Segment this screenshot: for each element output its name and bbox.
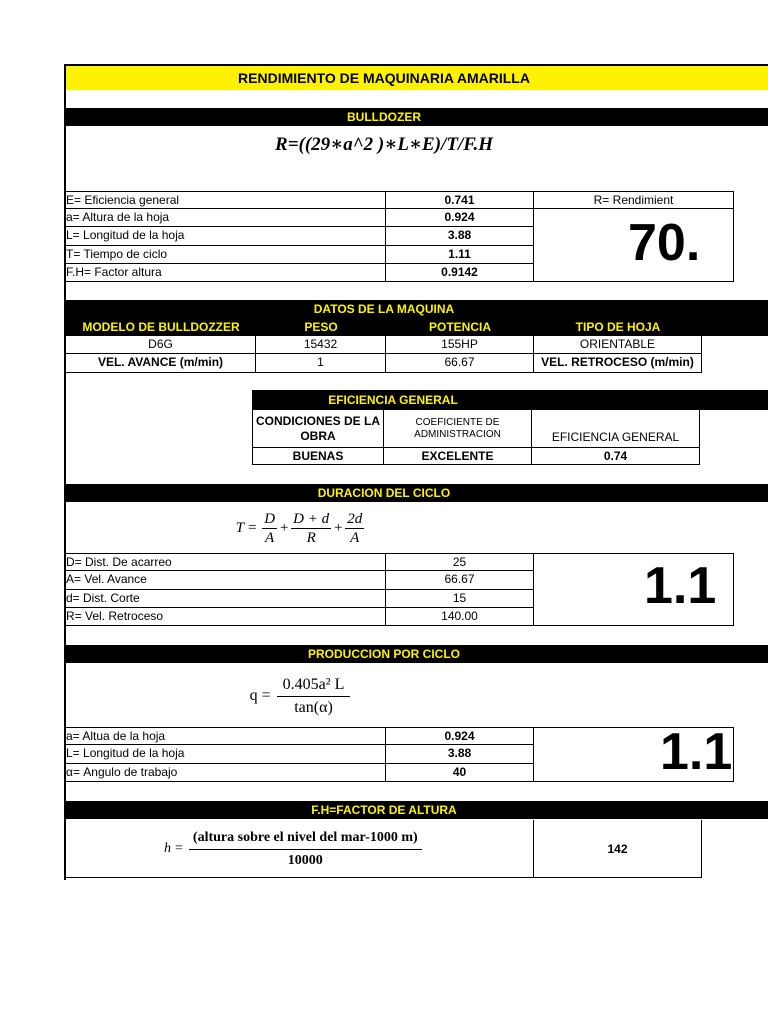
vel-avance-label: VEL. AVANCE (m/min) [66, 354, 256, 373]
title-bar [66, 66, 768, 90]
col-potencia: POTENCIA [428, 320, 491, 334]
param-label: T= Tiempo de ciclo [66, 246, 386, 264]
formula-lhs: T [235, 519, 245, 536]
frac-denominator: A [265, 529, 275, 546]
formula-lhs: h [164, 841, 171, 856]
eficiencia-header [252, 390, 768, 410]
spreadsheet [64, 64, 768, 880]
ciclo-result-value: 1.1 [644, 557, 717, 615]
param-value: 1.11 [386, 246, 534, 264]
frac-numerator: D + d [293, 510, 330, 527]
datos-header [66, 300, 768, 318]
param-label: R= Vel. Retroceso [66, 608, 386, 626]
bulldozer-header [66, 108, 768, 126]
param-value: 0.924 [386, 209, 534, 227]
param-value: 140.00 [386, 608, 534, 626]
param-label: F.H= Factor altura [66, 264, 386, 282]
vel-retroceso-label: VEL. RETROCESO (m/min) [534, 354, 702, 373]
frac-numerator: (altura sobre el nivel del mar-1000 m) [189, 827, 422, 850]
frac-numerator: D [264, 510, 276, 527]
ciclo-header [66, 484, 768, 502]
param-label: α= Angulo de trabajo [66, 764, 386, 782]
eficiencia-header-label: EFICIENCIA GENERAL [328, 393, 458, 407]
param-value: 66.67 [386, 571, 534, 590]
param-label: L= Longitud de la hoja [66, 745, 386, 764]
param-value: 25 [386, 553, 534, 571]
bulldozer-header-label: BULLDOZER [347, 110, 421, 124]
factor-formula: h = $\frac{\text{(altura sobre el nivel del mar-1000 m)}}{10000}$ [66, 820, 534, 878]
ciclo-result-cell [534, 553, 734, 626]
param-label: E= Eficiencia general [66, 191, 386, 209]
eficiencia-value: 0.74 [532, 448, 700, 465]
result-cell [534, 209, 734, 282]
frac-numerator: 0.405a² L [277, 674, 351, 697]
vel-avance-value: 1 [256, 354, 386, 373]
vel-value: 66.67 [386, 354, 534, 373]
frac-denominator: R [306, 529, 316, 546]
peso-value: 15432 [256, 336, 386, 354]
frac-denominator: A [350, 529, 360, 546]
col-eficiencia: EFICIENCIA GENERAL [532, 410, 700, 448]
produccion-result-cell [534, 723, 734, 782]
factor-header-label: F.H=FACTOR DE ALTURA [311, 803, 457, 817]
col-tipo-hoja: TIPO DE HOJA [575, 320, 661, 334]
col-condiciones: CONDICIONES DE LA OBRA [252, 410, 384, 448]
produccion-header-label: PRODUCCION POR CICLO [307, 647, 460, 661]
ciclo-header-label: DURACION DEL CICLO [317, 486, 451, 500]
param-value: 0.741 [386, 191, 534, 209]
factor-value: 142 [534, 820, 702, 878]
param-value: 3.88 [386, 745, 534, 764]
param-label: a= Altua de la hoja [66, 727, 386, 745]
frac-numerator: 2d [347, 510, 363, 527]
produccion-header [66, 645, 768, 663]
frac-denominator: 10000 [287, 852, 323, 868]
coeficiente-value: EXCELENTE [384, 448, 532, 465]
param-label: a= Altura de la hoja [66, 209, 386, 227]
datos-column-headers [66, 318, 768, 336]
modelo-value: D6G [66, 336, 256, 354]
param-value: 0.924 [386, 727, 534, 745]
param-label: d= Dist. Corte [66, 590, 386, 608]
param-value: 3.88 [386, 227, 534, 246]
param-value: 40 [386, 764, 534, 782]
param-value: 0.9142 [386, 264, 534, 282]
ciclo-formula: T = $\frac{D}{A}$ + $\frac{D + d}{R}$ + $\frac{2d}{A}$ [235, 510, 363, 546]
result-value: 70. [628, 214, 701, 272]
frac-denominator: tan(α) [294, 698, 333, 716]
col-peso: PESO [304, 320, 338, 334]
col-coeficiente: COEFICIENTE DE ADMINISTRACION [384, 410, 532, 448]
param-label: L= Longitud de la hoja [66, 227, 386, 246]
param-value: 15 [386, 590, 534, 608]
produccion-result-value: 1.1 [660, 723, 733, 781]
result-label: R= Rendimient [534, 191, 734, 209]
datos-header-label: DATOS DE LA MAQUINA [313, 302, 455, 316]
bulldozer-formula: R=((29∗a^2 )∗L∗E)/T/F.H [275, 134, 493, 155]
tipo-hoja-value: ORIENTABLE [534, 336, 702, 354]
formula-lhs: q [249, 687, 258, 704]
factor-header [66, 801, 768, 819]
param-label: D= Dist. De acarreo [66, 553, 386, 571]
col-modelo: MODELO DE BULLDOZZER [82, 320, 240, 334]
param-label: A= Vel. Avance [66, 571, 386, 590]
condiciones-value: BUENAS [252, 448, 384, 465]
produccion-formula: q = $\frac{\text{0.405a² L}}{\tan(\alpha)}$ [66, 667, 536, 725]
page-title: RENDIMIENTO DE MAQUINARIA AMARILLA [238, 70, 530, 86]
potencia-value: 155HP [386, 336, 534, 354]
